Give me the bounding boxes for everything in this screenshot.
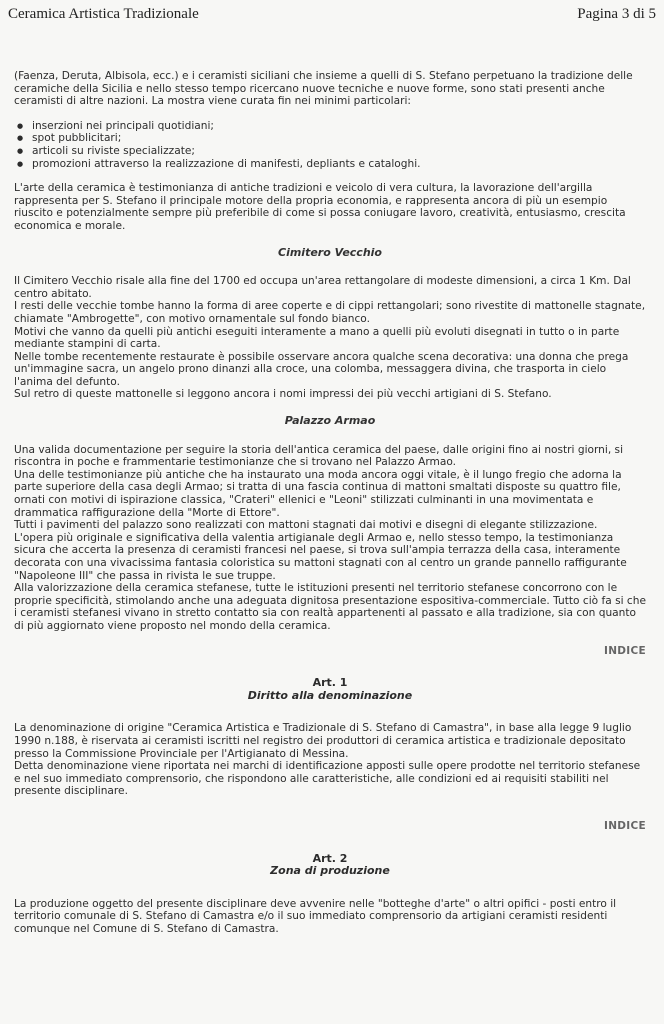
palazzo-line: Tutti i pavimenti del palazzo sono realizzati con mattoni stagnati dai motivi e disegni di elegante stilizzazione. — [14, 519, 598, 532]
list-item: ● spot pubblicitari; — [14, 132, 646, 145]
art2-paragraph: La produzione oggetto del presente disciplinare deve avvenire nelle "botteghe d'arte" o altri opifici - posti entro il territorio comunale di S. Stefano di Camastra e/o il suo immediato comprensorio da artigiani ceramisti residenti comunque nel Comune di S. Stefano di Camastra. — [14, 897, 617, 935]
arte-paragraph: L'arte della ceramica è testimonianza di antiche tradizioni e veicolo di vera cultura, la lavorazione dell'argilla rappresenta per S. Stefano il principale motore della propria economia, e rappresenta ancora di più un esempio riuscito e potenzialmente sempre più preferibile di come si possa coniugare lavoro, creatività, entusiasmo, crescita economica e morale. — [14, 182, 626, 232]
document-title: Ceramica Artistica Tradizionale — [8, 6, 199, 22]
list-item: ● articoli su riviste specializzate; — [14, 145, 646, 158]
cimitero-line: I resti delle vecchie tombe hanno la forma di aree coperte e di cippi rettangolari; sono rivestite di mattonelle stagnate, chiamate "Ambrogette", con motivo ornamentale sul fondo bianco. — [14, 300, 646, 325]
list-item: ● inserzioni nei principali quotidiani; — [14, 120, 646, 133]
cimitero-line: Sul retro di queste mattonelle si leggono ancora i nomi impressi dei più vecchi artigiani di S. Stefano. — [14, 388, 552, 401]
page-number: Pagina 3 di 5 — [577, 6, 656, 22]
cimitero-line: Nelle tombe recentemente restaurate è possibile osservare ancora qualche scena decorativa: una donna che prega un'immagine sacra, un angelo prono dinanzi alla croce, una colomba, messaggera divina, che trasporta in cielo l'anima del defunto. — [14, 350, 629, 388]
palazzo-line: L'opera più originale e significativa della valentia artigianale degli Armao e, nello stesso tempo, la testimonianza sicura che accerta la presenza di ceramisti francesi nel paese, si trova sull'ampia terrazza della casa, interamente decorata con una vivacissima fantasia coloristica su mattoni stagnati con al centro un grande pannello raffigurante "Napoleone III" che passa in rivista le sue truppe. — [14, 531, 627, 582]
indice-link[interactable]: INDICE — [604, 819, 646, 832]
cimitero-line: Il Cimitero Vecchio risale alla fine del 1700 ed occupa un'area rettangolare di modeste dimensioni, a circa 1 Km. Dal centro abitato. — [14, 275, 631, 300]
section-title-palazzo: Palazzo Armao — [284, 414, 376, 428]
cimitero-section — [14, 275, 646, 401]
promotion-list — [14, 120, 646, 170]
intro-paragraph: (Faenza, Deruta, Albisola, ecc.) e i ceramisti siciliani che insieme a quelli di S. Stefano perpetuano la tradizione delle ceramiche della Sicilia e nello stesso tempo ricercano nuove tecniche e nuove forme, sono stati presenti anche ceramisti di altre nazioni. La mostra viene curata fin nei minimi particolari: — [14, 70, 633, 108]
palazzo-line: Una delle testimonianze più antiche che ha instaurato una moda ancora oggi vitale, è il lungo fregio che adorna la parte superiore della casa degli Armao; si tratta di una fascia continua di mattoni smaltati disposte su quattro file, ornati con motivi di ispirazione classica, "Crateri" ellenici e "Leoni" stilizzati culminanti in una movimentata e drammatica raffigurazione della "Morte di Ettore". — [14, 468, 622, 519]
document-body — [14, 70, 646, 935]
page-header — [8, 6, 656, 23]
section-title-cimitero: Cimitero Vecchio — [278, 245, 382, 259]
palazzo-line: Una valida documentazione per seguire la storia dell'antica ceramica del paese, dalle origini fino ai nostri giorni, si riscontra in poche e frammentarie testimonianze che si trovano nel Palazzo Armao. — [14, 443, 624, 469]
palazzo-line: Alla valorizzazione della ceramica stefanese, tutte le istituzioni presenti nel territorio stefanese concorrono con le proprie specificità, stimolando anche una adeguata dignitosa presentazione espositiva-commerciale. Tutto ciò fa si che i ceramisti stefanesi vivano in stretto contatto sia con realtà appartenenti al passato e alla tradizione, sia con quanto di più aggiornato viene proposto nel mondo della ceramica. — [14, 582, 646, 632]
art1-line: La denominazione di origine "Ceramica Artistica e Tradizionale di S. Stefano di Camastra", in base alla legge 9 luglio 1990 n.188, è riservata ai ceramisti iscritti nel registro dei produttori di ceramica artistica e tradizionale depositato presso la Commissione Provinciale per l'Artigianato di Messina. — [14, 722, 632, 760]
cimitero-line: Motivi che vanno da quelli più antichi eseguiti interamente a mano a quelli più evoluti disegnati in tutto o in parte mediante stampini di carta. — [14, 325, 620, 351]
list-item: ● promozioni attraverso la realizzazione di manifesti, depliants e cataloghi. — [14, 158, 646, 171]
article-number: Art. 2 — [312, 851, 348, 865]
article-number: Art. 1 — [312, 676, 348, 690]
indice-link[interactable]: INDICE — [604, 644, 646, 657]
art1-line: Detta denominazione viene riportata nei marchi di identificazione apposti sulle opere prodotte nel territorio stefanese e nel suo immediato comprensorio, che rispondono alle caratteristiche, alle condizioni ed ai requisiti stabiliti nel presente disciplinare. — [14, 760, 641, 798]
palazzo-section — [14, 444, 646, 633]
article-title: Diritto alla denominazione — [247, 688, 413, 702]
article-title: Zona di produzione — [270, 864, 390, 878]
art1-section — [14, 722, 646, 798]
